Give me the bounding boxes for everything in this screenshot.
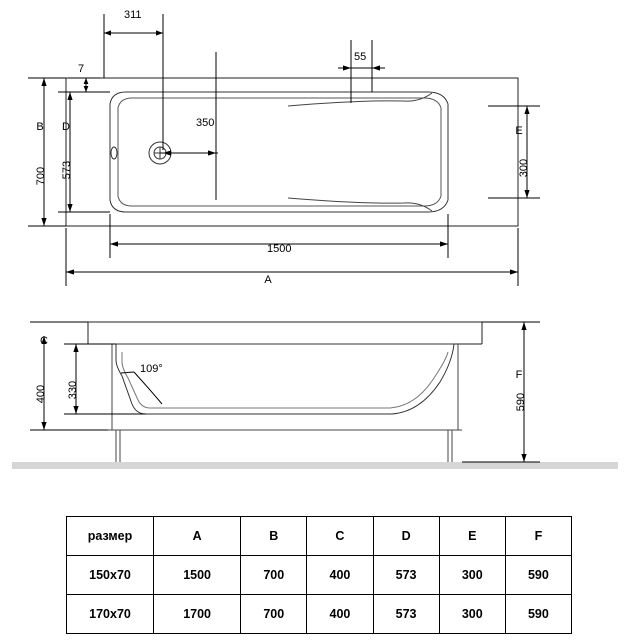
label-590: 590 [515,392,527,412]
table-row [67,556,572,595]
arrow-55-left [343,65,351,70]
cell-a: 1700 [154,595,241,634]
plan-tub-bowl [110,92,448,212]
cell-d: 573 [373,595,439,634]
table-header-row [67,517,572,556]
arrow-350-left [163,150,171,155]
label-573: 573 [61,160,73,180]
table-header-c: C [307,517,373,556]
arrow-1500-left [110,241,118,246]
arrow-E-bottom [524,190,529,198]
arrow-A-right [510,269,518,274]
plan-contour-top [288,93,432,106]
spec-table [66,516,572,634]
label-311: 311 [124,9,142,21]
label-B: B [36,121,44,133]
table-row [67,595,572,634]
table-header-e: E [439,517,505,556]
arrow-7-bottom [84,86,89,92]
cell-f: 590 [505,556,571,595]
cell-e: 300 [439,595,505,634]
label-350: 350 [196,117,215,129]
arrow-590-top [521,322,526,330]
arrow-D-top [67,92,72,100]
overflow-oval [111,147,117,159]
cell-c: 400 [307,595,373,634]
side-tub-profile [116,344,454,414]
arrow-B-top [41,78,46,86]
cell-e: 300 [439,556,505,595]
table-header-f: F [505,517,571,556]
arrow-330-top [73,344,78,352]
label-1500: 1500 [267,243,292,255]
cell-size: 150х70 [67,556,154,595]
label-400: 400 [35,384,47,404]
label-D: D [62,121,70,133]
arrow-330-bottom [73,406,78,414]
cell-b: 700 [241,595,307,634]
label-7: 7 [78,63,85,75]
label-angle: 109° [140,363,163,375]
arrow-350-right [208,150,216,155]
table-header-d: D [373,517,439,556]
label-A: A [264,274,272,286]
table-header-size: размер [67,517,154,556]
cell-size: 170х70 [67,595,154,634]
label-C: C [40,335,48,347]
arrow-D-bottom [67,204,72,212]
arrow-590-bottom [521,454,526,462]
label-700: 700 [35,166,47,186]
table-header-a: A [154,517,241,556]
arrow-7-top [84,78,89,84]
label-F: F [515,369,523,381]
label-55: 55 [354,51,367,63]
arrow-E-top [524,106,529,114]
table-header-b: B [241,517,307,556]
plan-outer-outline [66,78,518,226]
arrow-55-right [372,65,380,70]
arrow-311-left [104,30,111,35]
label-330: 330 [67,380,79,400]
arrow-400-bottom [41,422,46,430]
cell-a: 1500 [154,556,241,595]
arrow-1500-right [440,241,448,246]
cell-c: 400 [307,556,373,595]
angle-arc [134,372,162,404]
floor-strip [12,462,618,469]
side-tub-inner [122,352,448,408]
arrow-B-bottom [41,218,46,226]
arrow-311-right [156,30,163,35]
cell-b: 700 [241,556,307,595]
plan-contour-bottom [288,198,432,211]
label-300: 300 [518,158,530,178]
cell-f: 590 [505,595,571,634]
arrow-A-left [66,269,74,274]
angle-leader [121,372,134,373]
label-E: E [515,125,523,137]
cell-d: 573 [373,556,439,595]
